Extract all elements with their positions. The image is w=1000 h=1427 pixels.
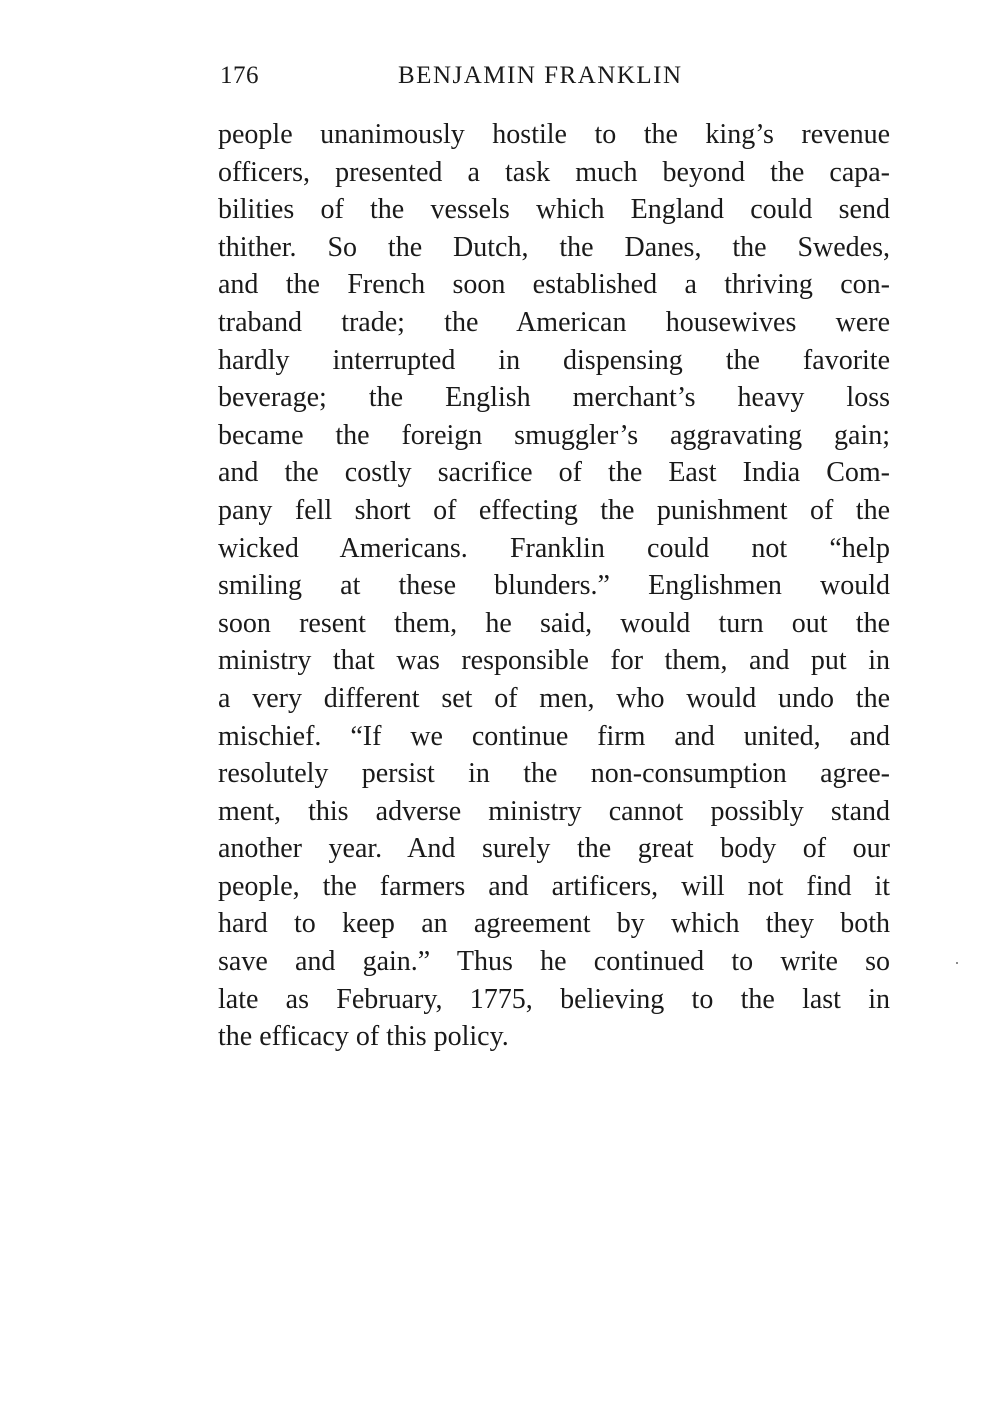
text-line: hard to keep an agreement by which they both [218,908,890,940]
running-title: BENJAMIN FRANKLIN [398,62,683,89]
text-line: late as February, 1775, believing to the last in [218,983,890,1015]
text-line: ment, this adverse ministry cannot possibly stand [218,795,890,827]
text-line: save and gain.” Thus he continued to write so [218,946,890,978]
scan-speck [956,962,958,964]
text-line: officers, presented a task much beyond the capa- [218,156,890,188]
text-line: people, the farmers and artificers, will not find it [218,870,890,902]
text-line: smiling at these blunders.” Englishmen would [218,570,890,602]
text-line: mischief. “If we continue firm and united, and [218,720,890,752]
text-line: and the costly sacrifice of the East India Com- [218,457,890,489]
body-paragraph [218,116,890,1056]
text-line: a very different set of men, who would undo the [218,682,890,714]
text-line: thither. So the Dutch, the Danes, the Swedes, [218,231,890,263]
text-line: ministry that was responsible for them, and put in [218,645,890,677]
page-number: 176 [220,62,259,89]
text-line-last: the efficacy of this policy. [218,1021,509,1053]
book-page [218,62,890,1056]
text-line: resolutely persist in the non-consumption agree- [218,758,890,790]
running-header [218,62,890,102]
text-line: beverage; the English merchant’s heavy loss [218,382,890,414]
text-line: wicked Americans. Franklin could not “help [218,532,890,564]
text-line: bilities of the vessels which England could send [218,194,890,226]
text-line: soon resent them, he said, would turn out the [218,607,890,639]
text-line: people unanimously hostile to the king’s revenue [218,119,890,150]
text-line: and the French soon established a thriving con- [218,269,890,301]
text-line: hardly interrupted in dispensing the favorite [218,344,890,376]
text-line: another year. And surely the great body of our [218,833,890,865]
text-line: traband trade; the American housewives were [218,306,890,338]
text-line: became the foreign smuggler’s aggravating gain; [218,419,890,451]
text-line: pany fell short of effecting the punishment of the [218,494,890,526]
